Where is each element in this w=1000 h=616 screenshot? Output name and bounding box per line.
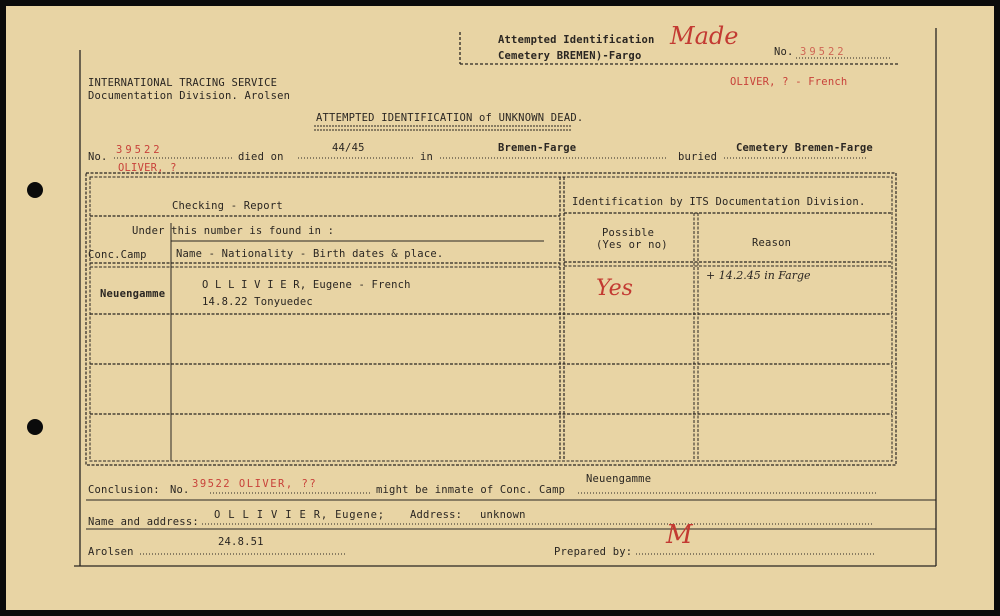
in-label: in [420,151,434,163]
top-box-line1: Attempted Identification [498,34,655,46]
row-camp: Neuengamme [100,288,166,300]
conclusion-camp-value: Neuengamme [586,473,652,485]
buried-label: buried [678,151,718,163]
top-no-value: 39522 [800,46,847,58]
name-address-label: Name and address: [88,516,199,528]
in-value: Bremen-Farge [498,142,577,154]
arolsen-label: Arolsen [88,546,134,558]
conclusion-label: Conclusion: [88,484,160,496]
died-on-value: 44/45 [332,142,365,154]
died-on-label: died on [238,151,284,163]
conclusion-no-label: No. [170,484,190,496]
record-no-value: 39522 [116,144,163,156]
under-number-header: Under this number is found in : [132,225,335,237]
possible-subheader: (Yes or no) [596,239,668,251]
row-name-line2: 14.8.22 Tonyuedec [202,296,313,308]
record-name: OLIVER, ? [118,162,177,174]
checking-report-header: Checking - Report [172,200,283,212]
signature: M [666,520,693,550]
prepared-by-label: Prepared by: [554,546,633,558]
row-possible-yes: Yes [596,276,633,301]
row-reason: + 14.2.45 in Farge [706,269,811,282]
row-name-line1: O L L I V I E R, Eugene - French [202,279,411,291]
identification-header: Identification by ITS Documentation Division. [572,196,866,208]
possible-header: Possible [602,227,655,239]
reason-header: Reason [752,237,792,249]
header-name: OLIVER, ? - French [730,76,848,88]
org-line2: Documentation Division. Arolsen [88,90,291,102]
name-nationality-header: Name - Nationality - Birth dates & place. [176,248,444,260]
record-no-label: No. [88,151,108,163]
footer-date: 24.8.51 [218,536,264,548]
address-value: unknown [480,509,526,521]
conc-camp-header: Conc.Camp [88,249,147,261]
top-box-line2: Cemetery BREMEN)-Fargo [498,50,642,62]
name-address-value: O L L I V I E R, Eugene; [214,509,385,521]
handwritten-made: Made [670,22,739,50]
address-label: Address: [410,509,463,521]
form-title: ATTEMPTED IDENTIFICATION of UNKNOWN DEAD. [316,112,584,124]
index-card [6,6,994,610]
top-no-label: No. [774,46,794,58]
org-line1: INTERNATIONAL TRACING SERVICE [88,77,278,89]
buried-value: Cemetery Bremen-Farge [736,142,873,154]
conclusion-no-value: 39522 OLIVER, ?? [192,478,318,490]
conclusion-might-be: might be inmate of Conc. Camp [376,484,566,496]
